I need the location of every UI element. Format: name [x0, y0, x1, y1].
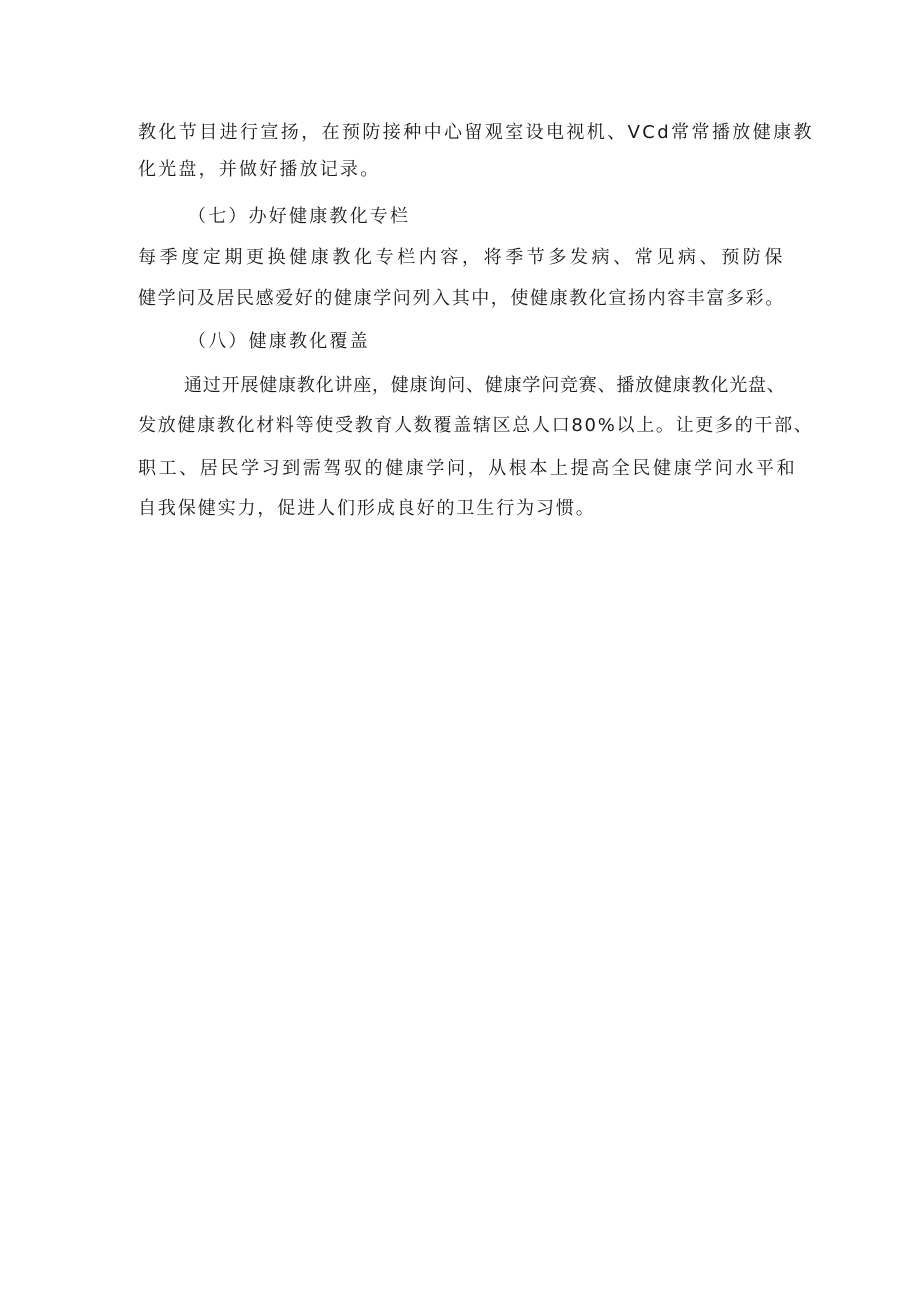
body-text-line: 教化节目进行宣扬，在预防接种中心留观室设电视机、VCd常常播放健康教 — [138, 122, 814, 143]
body-text-line: 自我保健实力，促进人们形成良好的卫生行为习惯。 — [138, 498, 596, 519]
body-text-line: 每季度定期更换健康教化专栏内容，将季节多发病、常见病、预防保 — [138, 247, 786, 268]
body-text-line: 健学问及居民感爱好的健康学问列入其中，使健康教化宣扬内容丰富多彩。 — [138, 288, 785, 309]
body-text-line: 化光盘，并做好播放记录。 — [138, 159, 381, 180]
body-text-line: 职工、居民学习到需驾驭的健康学问，从根本上提高全民健康学问水平和 — [138, 458, 798, 479]
section-heading-8: （八）健康教化覆盖 — [188, 331, 370, 352]
body-text-line: 发放健康教化材料等使受教育人数覆盖辖区总人口80%以上。让更多的干部、 — [138, 415, 814, 436]
section-heading-7: （七）办好健康教化专栏 — [188, 206, 411, 227]
body-text-line: 通过开展健康教化讲座，健康询问、健康学问竞赛、播放健康教化光盘、 — [184, 375, 786, 396]
